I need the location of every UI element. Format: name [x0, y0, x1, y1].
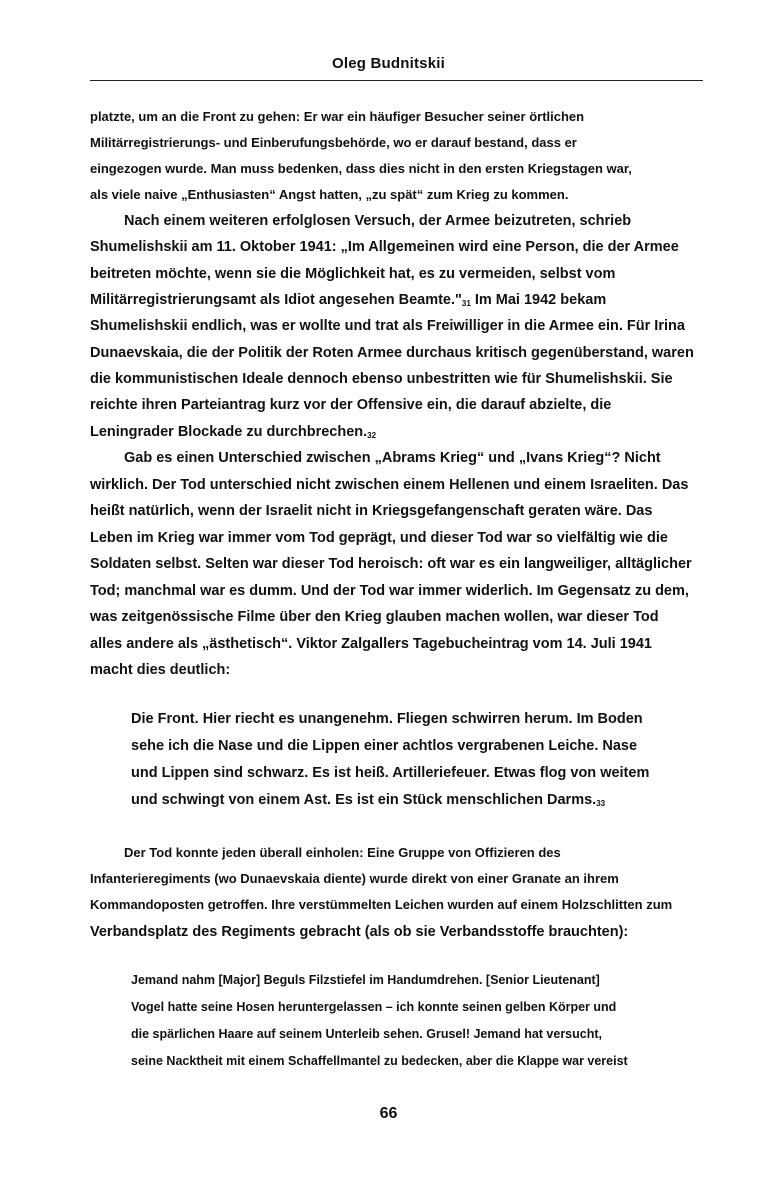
line-text: die spärlichen Haare auf seinem Unterleib sehen. Grusel! Jemand hat versucht, — [131, 1027, 602, 1041]
text-line — [90, 662, 230, 678]
text-line — [90, 345, 694, 361]
line-text: Shumelishskii endlich, was er wollte und trat als Freiwilliger in die Armee ein. Für Irina — [90, 318, 685, 334]
line-text: Soldaten selbst. Selten war dieser Tod heroisch: oft war es ein langweiliger, alltäglicher — [90, 556, 692, 572]
text-line — [131, 738, 637, 754]
line-text: und schwingt von einem Ast. Es ist ein Stück menschlichen Darms. — [131, 792, 597, 808]
text-line — [131, 973, 600, 987]
footnote-marker: 31 — [461, 299, 471, 308]
line-text: seine Nacktheit mit einem Schaffellmantel zu bedecken, aber die Klappe war vereist — [131, 1054, 628, 1068]
header-rule — [90, 80, 703, 81]
line-text: als viele naive „Enthusiasten“ Angst hatten, „zu spät“ zum Krieg zu kommen. — [90, 187, 569, 202]
page-number: 66 — [379, 1105, 398, 1122]
text-line — [90, 318, 685, 334]
text-line — [131, 1027, 602, 1041]
line-text: platzte, um an die Front zu gehen: Er war ein häufiger Besucher seiner örtlichen — [90, 109, 585, 124]
line-text: Die Front. Hier riecht es unangenehm. Fliegen schwirren herum. Im Boden — [131, 711, 643, 727]
line-text: die kommunistischen Ideale dennoch ebenso unbestritten wie für Shumelishskii. Sie — [90, 371, 673, 387]
line-text: alles andere als „ästhetisch“. Viktor Zalgallers Tagebucheintrag vom 14. Juli 1941 — [90, 636, 652, 652]
text-line — [90, 924, 628, 940]
text-line — [90, 583, 689, 599]
line-text: Gab es einen Unterschied zwischen „Abrams Krieg“ und „Ivans Krieg“? Nicht — [124, 450, 661, 466]
text-line — [90, 897, 672, 912]
footnote-marker: 33 — [596, 799, 606, 808]
text-line — [90, 503, 652, 519]
line-text: eingezogen wurde. Man muss bedenken, dass dies nicht in den ersten Kriegstagen war, — [90, 161, 632, 176]
line-text: reichte ihren Parteiantrag kurz vor der Offensive ein, die darauf abzielte, die — [90, 397, 612, 413]
line-text: beitreten möchte, wenn sie die Möglichkeit hat, es zu vermeiden, selbst vom — [90, 266, 616, 282]
line-text: Vogel hatte seine Hosen heruntergelassen – ich konnte seinen gelben Körper und — [131, 1000, 617, 1014]
line-text: Nach einem weiteren erfolglosen Versuch, der Armee beizutreten, schrieb — [124, 213, 632, 229]
line-text: Der Tod konnte jeden überall einholen: Eine Gruppe von Offizieren des — [124, 845, 561, 860]
line-text: Jemand nahm [Major] Beguls Filzstiefel im Handumdrehen. [Senior Lieutenant] — [131, 973, 600, 987]
text-line — [124, 213, 631, 229]
line-text: wirklich. Der Tod unterschied nicht zwischen einem Hellenen und einem Israeliten. Das — [90, 477, 689, 493]
text-line — [90, 292, 606, 308]
text-line — [131, 711, 643, 727]
text-line — [90, 871, 619, 886]
text-line — [90, 530, 668, 546]
text-line — [90, 477, 688, 493]
text-line — [124, 450, 661, 466]
line-text: Tod; manchmal war es dumm. Und der Tod war immer widerlich. Im Gegensatz zu dem, — [90, 583, 689, 599]
text-line — [90, 371, 673, 387]
line-text: was zeitgenössische Filme über den Krieg glauben machen wollen, war dieser Tod — [90, 609, 659, 625]
text-line — [131, 792, 605, 808]
text-line — [90, 609, 659, 625]
line-text: heißt natürlich, wenn der Israelit nicht in Kriegsgefangenschaft geraten wäre. Das — [90, 503, 653, 519]
line-text: Dunaevskaia, die der Politik der Roten Armee durchaus kritisch gegenüberstand, waren — [90, 345, 694, 361]
text-line — [90, 109, 584, 124]
text-line — [90, 397, 611, 413]
text-line — [90, 187, 568, 202]
text-line — [90, 636, 652, 652]
text-line — [131, 1054, 628, 1068]
text-line — [90, 239, 679, 255]
line-text: sehe ich die Nase und die Lippen einer achtlos vergrabenen Leiche. Nase — [131, 738, 638, 754]
footnote-marker: 32 — [367, 431, 377, 440]
line-text-continued: Im Mai 1942 bekam — [470, 292, 607, 308]
line-text: macht dies deutlich: — [90, 662, 231, 678]
running-header: Oleg Budnitskii — [331, 55, 445, 72]
line-text: Leben im Krieg war immer vom Tod geprägt, und dieser Tod war so vielfältig wie die — [90, 530, 668, 546]
line-text: Leningrader Blockade zu durchbrechen. — [90, 424, 368, 440]
text-line — [90, 556, 692, 572]
text-line — [131, 765, 649, 781]
line-text: Militärregistrierungsamt als Idiot angesehen Beamte." — [90, 292, 462, 308]
line-text: Kommandoposten getroffen. Ihre verstümmelten Leichen wurden auf einem Holzschlitten zum — [90, 897, 673, 912]
text-line — [124, 845, 561, 860]
text-line — [90, 161, 632, 176]
text-line — [90, 135, 577, 150]
line-text: Verbandsplatz des Regiments gebracht (als ob sie Verbandsstoffe brauchten): — [90, 924, 629, 940]
line-text: Infanterieregiments (wo Dunaevskaia diente) wurde direkt von einer Granate an ihrem — [90, 871, 619, 886]
text-line — [131, 1000, 616, 1014]
text-line — [90, 266, 615, 282]
line-text: und Lippen sind schwarz. Es ist heiß. Artilleriefeuer. Etwas flog von weitem — [131, 765, 650, 781]
line-text: Militärregistrierungs- und Einberufungsbehörde, wo er darauf bestand, dass er — [90, 135, 577, 150]
line-text: Shumelishskii am 11. Oktober 1941: „Im Allgemeinen wird eine Person, die der Armee — [90, 239, 679, 255]
text-line — [90, 424, 376, 440]
